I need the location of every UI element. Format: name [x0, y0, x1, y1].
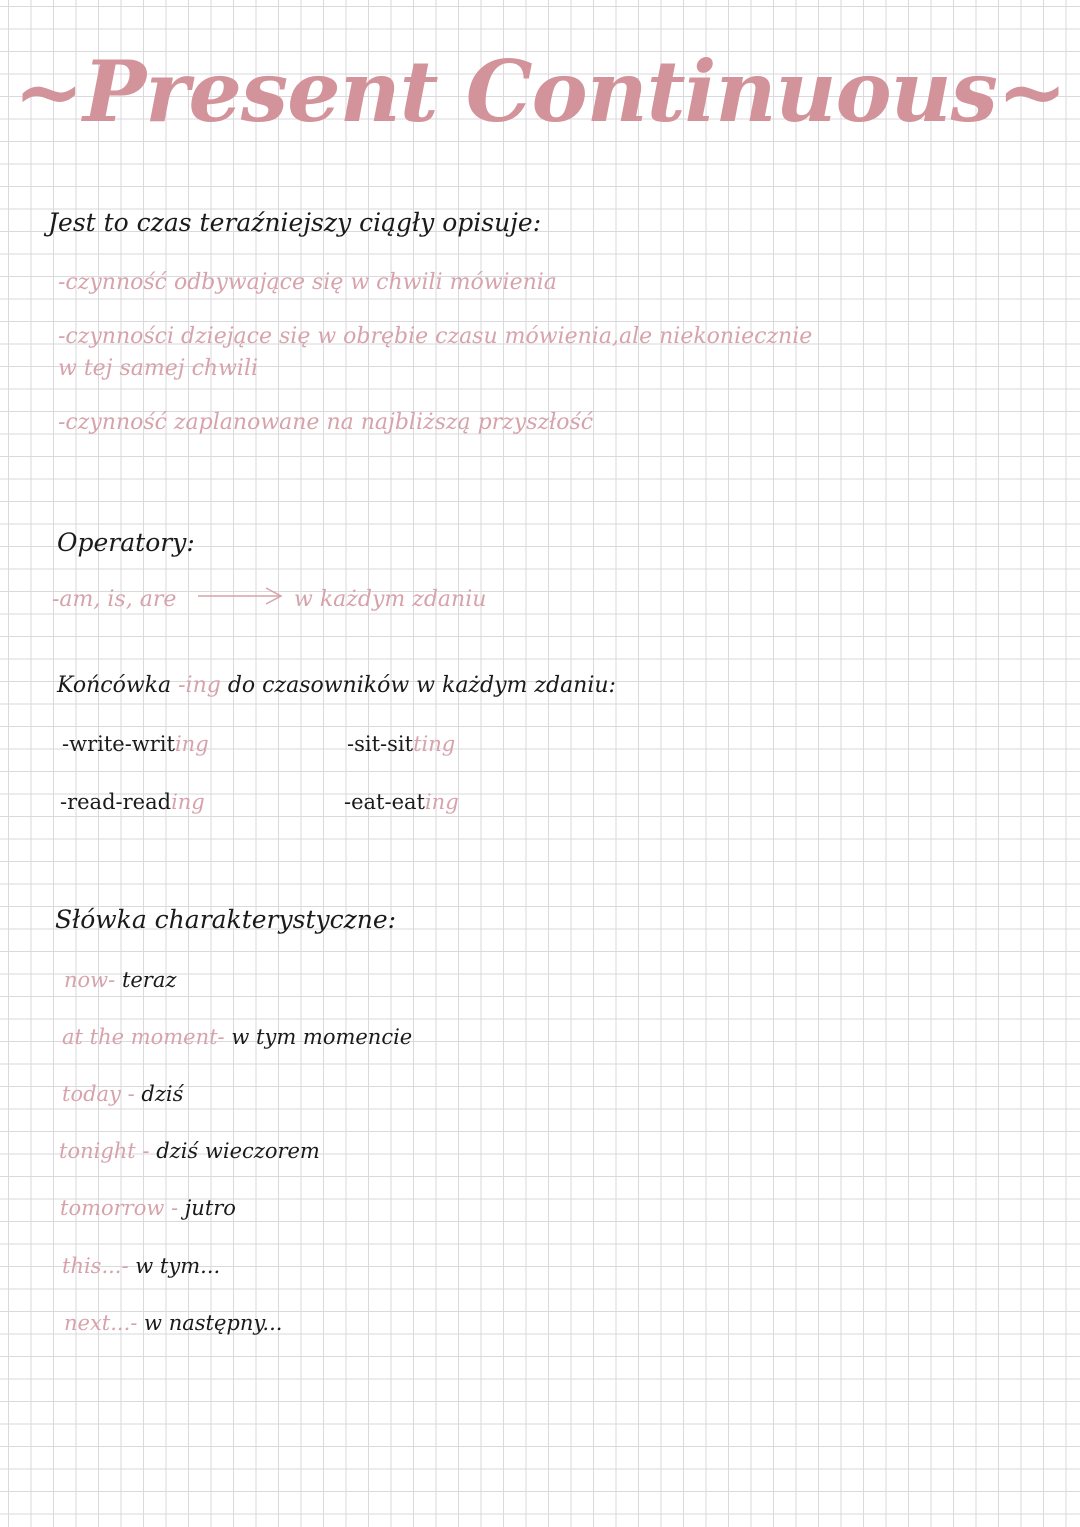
- intro-heading: Jest to czas teraźniejszy ciągły opisuje:: [48, 208, 542, 237]
- keyword-pl: w tym...: [135, 1254, 221, 1278]
- keyword-en: now-: [64, 968, 116, 992]
- keyword-en: today -: [62, 1082, 135, 1106]
- intro-point-3: -czynność zaplanowane na najbliższą przyszłość: [58, 410, 594, 435]
- example-suffix: ing: [424, 790, 459, 814]
- keyword-row: [59, 1139, 320, 1163]
- keywords-heading: Słówka charakterystyczne:: [55, 905, 397, 934]
- ending-heading-before: Końcówka: [57, 673, 172, 698]
- example-eat: [344, 790, 459, 814]
- ending-heading-ing: -ing: [178, 673, 221, 698]
- keyword-en: at the moment-: [62, 1025, 225, 1049]
- example-suffix: ting: [413, 732, 456, 756]
- example-base: -read-read: [60, 790, 172, 814]
- operators-heading: Operatory:: [57, 528, 195, 557]
- keyword-pl: dziś wieczorem: [156, 1139, 320, 1163]
- example-sit: [347, 732, 455, 756]
- keyword-pl: w następny...: [144, 1311, 283, 1335]
- keyword-row: [60, 1196, 236, 1220]
- keyword-row: [62, 1082, 183, 1106]
- keyword-row: [62, 1025, 412, 1049]
- arrow-right-icon: [196, 585, 286, 607]
- keyword-en: tomorrow -: [60, 1196, 179, 1220]
- example-suffix: ing: [171, 790, 205, 814]
- intro-point-2-continued: w tej samej chwili: [58, 356, 259, 381]
- keyword-pl: jutro: [184, 1196, 236, 1220]
- example-base: -write-writ: [62, 732, 175, 756]
- page-title: ~Present Continuous~: [13, 42, 1067, 141]
- keyword-pl: w tym momencie: [231, 1025, 413, 1049]
- operators-usage: w każdym zdaniu: [294, 587, 487, 612]
- example-base: -eat-eat: [344, 790, 425, 814]
- operators-list: -am, is, are: [52, 587, 177, 612]
- example-read: [60, 790, 205, 814]
- intro-point-1: -czynność odbywające się w chwili mówienia: [58, 270, 557, 295]
- example-base: -sit-sit: [347, 732, 414, 756]
- example-write: [62, 732, 209, 756]
- example-suffix: ing: [174, 732, 209, 756]
- intro-point-2: -czynności dziejące się w obrębie czasu mówienia,ale niekoniecznie: [58, 324, 813, 349]
- keyword-en: next...-: [64, 1311, 138, 1335]
- keyword-en: this...-: [62, 1254, 129, 1278]
- keyword-en: tonight -: [59, 1139, 150, 1163]
- ending-heading-after: do czasowników w każdym zdaniu:: [227, 673, 616, 698]
- keyword-row: [64, 968, 176, 992]
- keyword-row: [64, 1311, 282, 1335]
- keyword-pl: dziś: [141, 1082, 184, 1106]
- keyword-pl: teraz: [121, 968, 177, 992]
- ending-heading: [57, 673, 616, 698]
- keyword-row: [62, 1254, 220, 1278]
